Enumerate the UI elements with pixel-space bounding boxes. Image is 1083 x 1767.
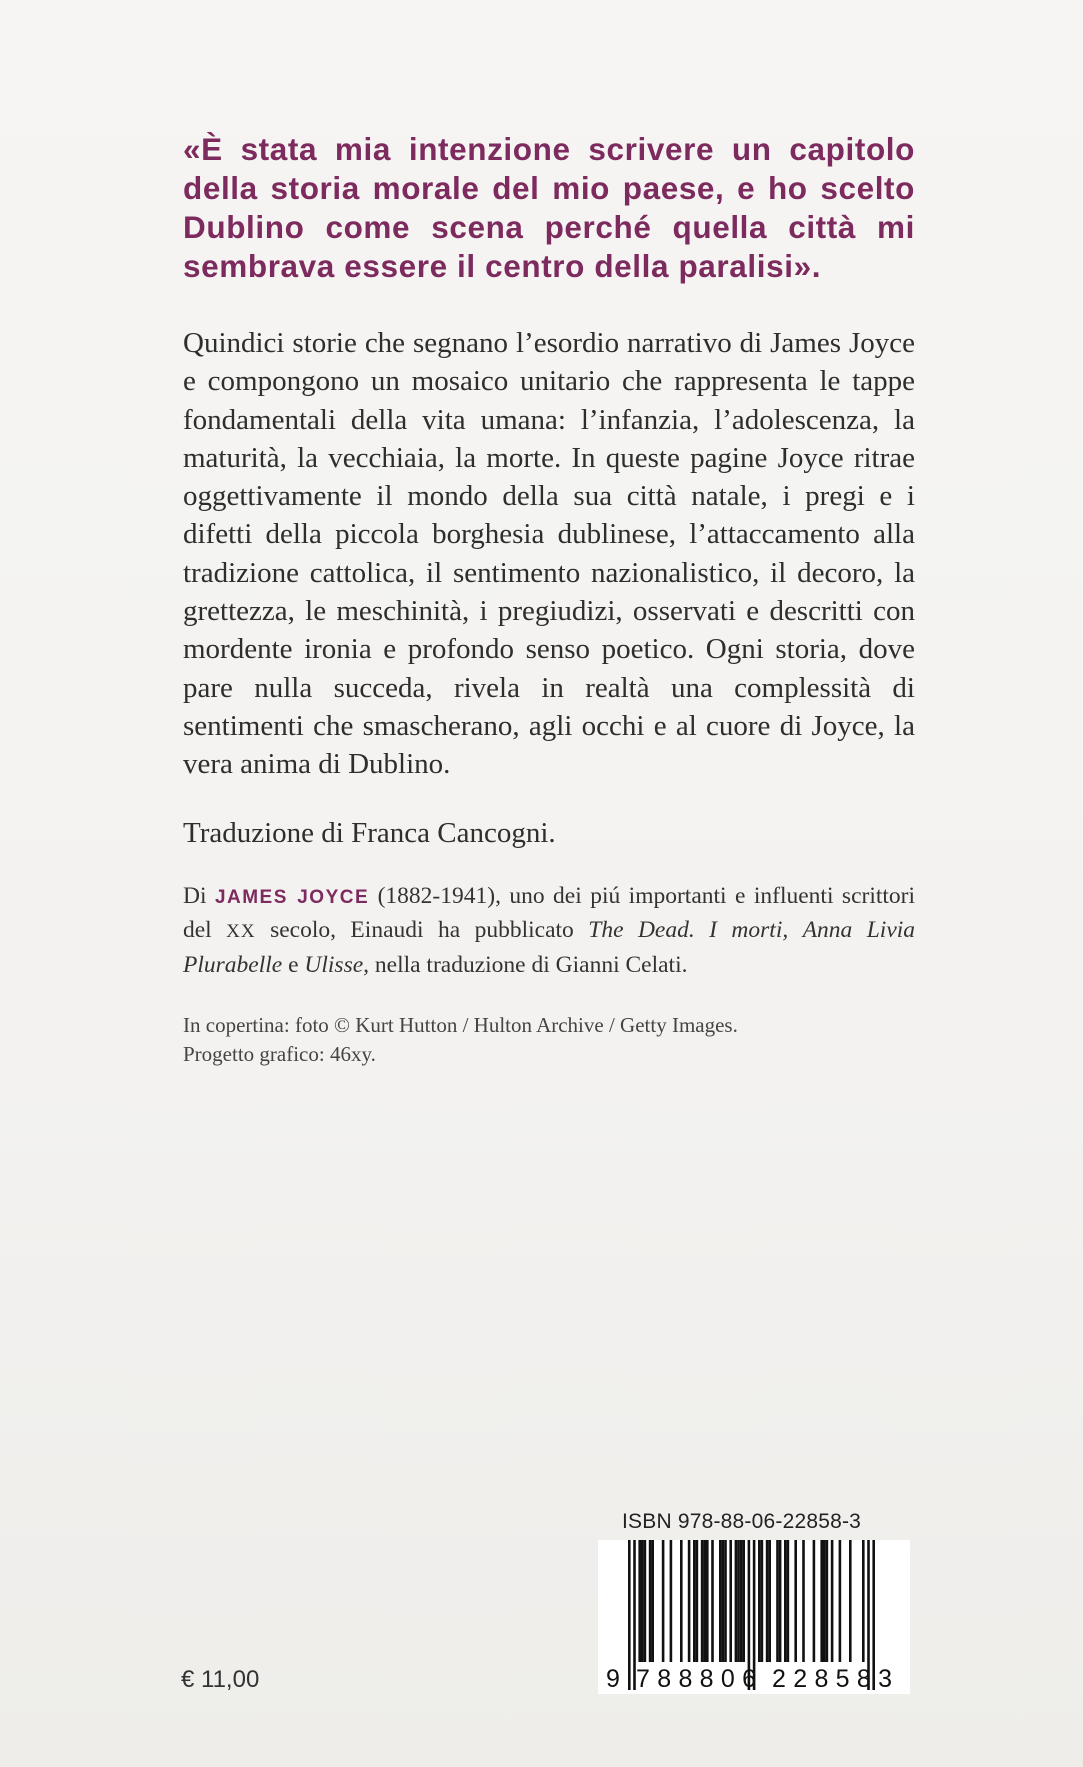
text-column <box>183 130 915 1069</box>
barcode-bar <box>737 1540 740 1662</box>
barcode-bar <box>776 1540 779 1662</box>
barcode-bar <box>662 1540 665 1662</box>
barcode-bar <box>722 1540 725 1662</box>
barcode-bar <box>638 1540 641 1662</box>
barcode-lead-digit: 9 <box>606 1665 620 1693</box>
bio-text-2: secolo, Einaudi ha pubblicato <box>270 917 574 944</box>
bio-conjunction: e <box>288 951 299 978</box>
barcode-bar <box>688 1540 691 1662</box>
barcode-bar <box>742 1540 745 1662</box>
barcode-bar <box>839 1540 842 1662</box>
bio-prefix: Di <box>183 882 207 909</box>
barcode-bar <box>651 1540 654 1662</box>
author-quote: «È stata mia intenzione scrivere un capitolo della storia morale del mio paese, e ho scelto Dublino come scena perché quella città mi sembrava essere il centro della paralisi». <box>183 131 915 284</box>
barcode-bar <box>823 1540 826 1662</box>
barcode-graphic <box>598 1540 910 1694</box>
barcode-bar <box>872 1540 875 1690</box>
barcode-bar <box>628 1540 631 1690</box>
barcode-bar <box>766 1540 769 1662</box>
barcode-bar <box>693 1540 696 1662</box>
barcode-bar <box>670 1540 673 1662</box>
barcode-bar <box>729 1540 732 1662</box>
barcode-bar <box>779 1540 782 1662</box>
bio-century: XX <box>226 921 256 943</box>
barcode-bar <box>701 1540 704 1662</box>
barcode-bar <box>706 1540 709 1662</box>
barcode-bar <box>826 1540 829 1662</box>
barcode-bar <box>768 1540 771 1662</box>
book-blurb: Quindici storie che segnano l’esordio narrativo di James Joyce e compongono un mosaico unitario che rappresenta le tappe fondamentali della vita umana: l’infanzia, l’adolescenza, la maturità, la vecchiaia, la morte. In queste pagine Joyce ritrae oggettivamente il mondo della sua città natale, i pregi e i difetti della piccola borghesia dublinese, l’attaccamento alla tradizione cattolica, il sentimento nazionalistico, il decoro, la grettezza, le meschinità, i pregiudizi, osservati e descritti con mordente ironia e profondo senso poetico. Ogni storia, dove pare nulla succeda, rivela in realtà una complessità di sentimenti che smascherano, agli occhi e al cuore di Joyce, la vera anima di Dublino. <box>183 327 915 781</box>
barcode-bar <box>641 1540 644 1662</box>
barcode-bar <box>703 1540 706 1662</box>
barcode-bar <box>813 1540 816 1662</box>
barcode-bar <box>758 1540 761 1662</box>
barcode-bar <box>794 1540 797 1662</box>
barcode-bar <box>862 1540 865 1662</box>
barcode-bar <box>784 1540 787 1662</box>
bio-text-1: (1882-1941), uno dei piú importanti e influenti scrittori del <box>183 882 916 944</box>
bio-title-anna-livia: Anna Livia Plurabelle <box>183 917 916 978</box>
cover-credits <box>183 1011 915 1069</box>
barcode-bar <box>761 1540 764 1662</box>
barcode-bar <box>680 1540 683 1662</box>
bio-text-3: nella traduzione di Gianni Celati. <box>374 951 688 978</box>
barcode-bar <box>802 1540 805 1662</box>
barcode-bar <box>649 1540 652 1662</box>
bio-title-ulisse: Ulisse, <box>304 951 370 978</box>
barcode-bar <box>849 1540 852 1662</box>
barcode-bar <box>740 1540 743 1662</box>
barcode-right-digits: 228583 <box>772 1665 892 1693</box>
barcode-bar <box>831 1540 834 1662</box>
price-label: € 11,00 <box>181 1666 260 1693</box>
barcode-bar <box>711 1540 714 1662</box>
cover-photo-credit: In copertina: foto © Kurt Hutton / Hulton Archive / Getty Images. <box>183 1013 738 1038</box>
isbn-label: ISBN 978-88-06-22858-3 <box>622 1510 862 1533</box>
barcode-bar <box>696 1540 699 1662</box>
barcode-left-digits: 788806 <box>636 1665 756 1693</box>
bio-title-the-dead: The Dead. I morti, <box>588 917 789 944</box>
barcode-bar <box>644 1540 647 1662</box>
barcode <box>598 1540 910 1694</box>
barcode-bar <box>787 1540 790 1662</box>
author-bio <box>183 880 915 982</box>
barcode-bar <box>719 1540 722 1662</box>
translation-credit: Traduzione di Franca Cancogni. <box>183 816 556 849</box>
barcode-bar <box>735 1540 738 1662</box>
author-name: JAMES JOYCE <box>214 886 370 908</box>
barcode-bar <box>820 1540 823 1662</box>
design-credit: Progetto grafico: 46xy. <box>183 1042 376 1067</box>
barcode-bar <box>724 1540 727 1662</box>
